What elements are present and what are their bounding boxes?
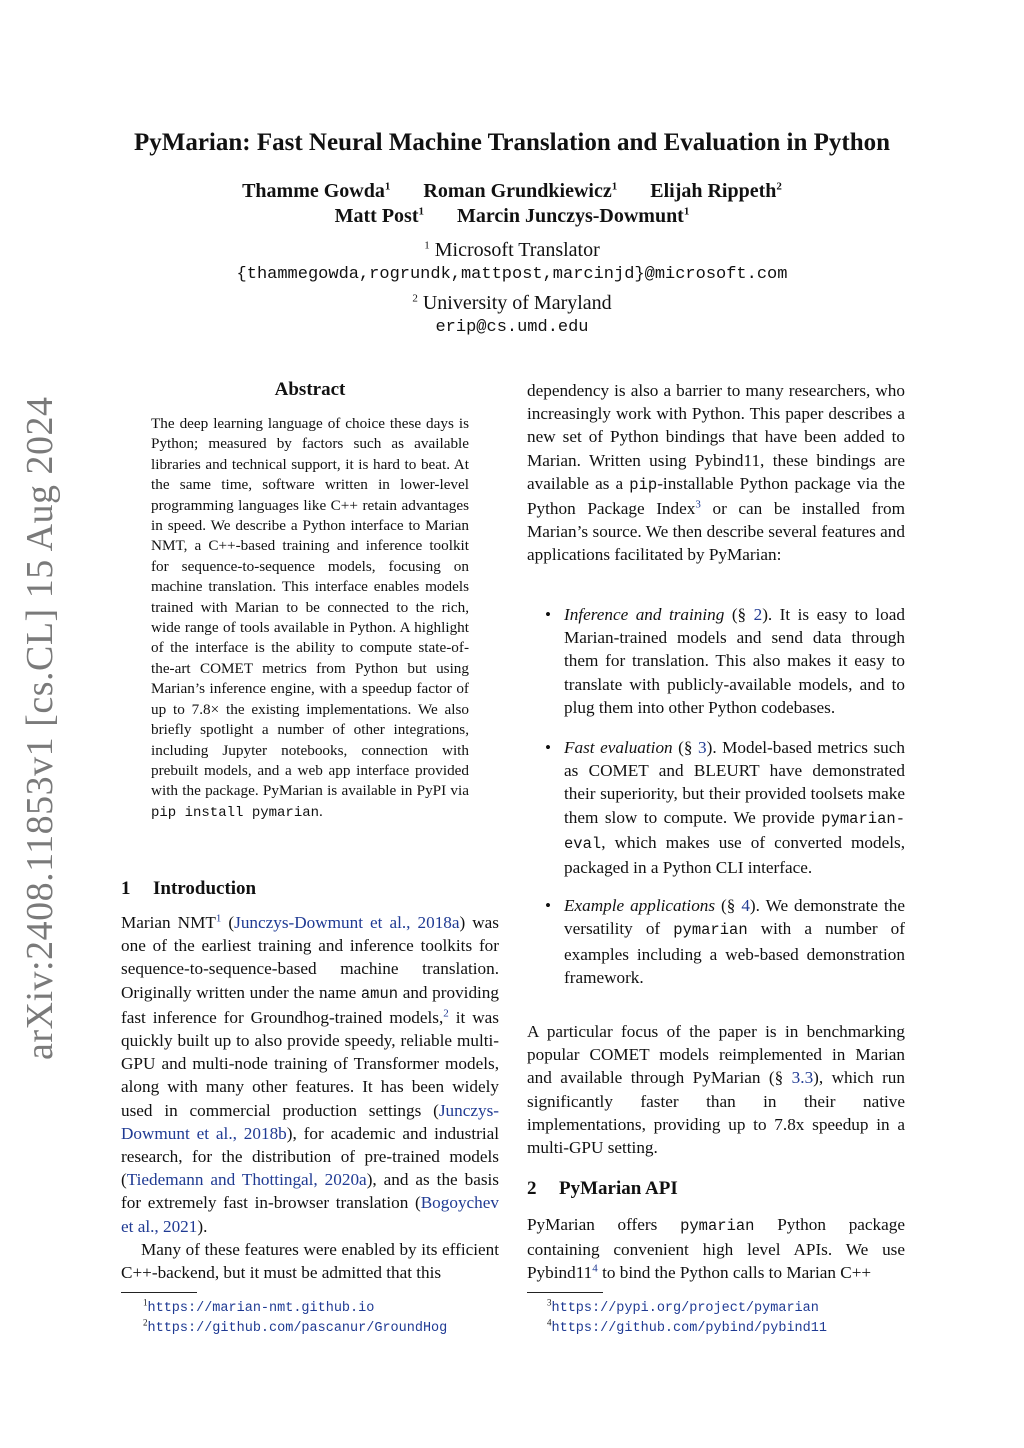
arxiv-identifier-stamp: arXiv:2408.11853v1 [cs.CL] 15 Aug 2024: [19, 396, 61, 1060]
footnote-ref-1[interactable]: 1: [215, 912, 222, 925]
right-column-paragraph-1: dependency is also a barrier to many researchers, who increasingly work with Python. This paper describes a new set of Python bindings that have been added to Marian. Written using Pybind11, these bindings are available as a pip-installable Python package via the Python Package Index$^3$ or can be installed from Marian’s source. We then describe several features and applications facilitated by PyMarian:: [527, 381, 905, 565]
footnote-url[interactable]: https://github.com/pybind/pybind11: [551, 1321, 827, 1336]
citation-link[interactable]: Tiedemann and Thottingal, 2020a: [126, 1170, 367, 1190]
right-column-paragraph-2: A particular focus of the paper is in benchmarking popular COMET models reimplemented in Marian and available through PyMarian (§ 3.3), which run significantly faster than in their native implementations, providing up to 7.8x speedup in a multi-GPU setting.: [527, 1022, 905, 1158]
introduction-body: [121, 911, 499, 1284]
section-ref-link[interactable]: 2: [753, 605, 763, 624]
install-command: pip install pymarian: [151, 804, 320, 821]
affiliation-1-email: {thammegowda,rogrundk,mattpost,marcinjd}@microsoft.com: [236, 265, 788, 284]
footnote-rule-left: [121, 1292, 197, 1293]
affiliation-2-email: erip@cs.umd.edu: [435, 318, 589, 337]
author: Elijah Rippeth$^2$: [650, 180, 782, 202]
intro-paragraph-1: Marian NMT$^1$ (Junczys-Dowmunt et al., 2018a) was one of the earliest training and inference toolkits for sequence-to-sequence-based machine translation. Originally written under the name amun and providing fast inference for Groundhog-trained models,$^2$ it was quickly built up to also provide speedy, reliable multi-GPU and multi-node training of Transformer models, along with many other features. It has been widely used in commercial production settings (Junczys-Dowmunt et al., 2018b), for academic and industrial research, for the distribution of pre-trained models (Tiedemann and Thottingal, 2020a), and as the basis for extremely fast in-browser translation (Bogoychev et al., 2021).: [121, 912, 499, 1236]
section-ref-link[interactable]: 3: [698, 738, 707, 758]
intro-paragraph-2: Many of these features were enabled by its efficient C++-backend, but it must be admitted that this: [121, 1239, 499, 1283]
citation-link[interactable]: Bogoychev et al., 2021: [121, 1193, 499, 1236]
citation-link[interactable]: Junczys-Dowmunt et al., 2018b: [121, 1100, 499, 1143]
footnote: $^2$https://github.com/pascanur/GroundHog: [143, 1317, 448, 1336]
list-item: • Fast evaluation (§ 3). Model-based metrics such as COMET and BLEURT have demonstrated their superiority, but their provided toolsets make them slow to compute. We provide pymarian-eval, which makes use of converted models, packaged in a Python CLI interface.: [545, 738, 905, 878]
section-ref-link[interactable]: 3.3: [791, 1068, 814, 1088]
section-heading-introduction: 1 Introduction: [121, 878, 257, 899]
footnote-ref-3[interactable]: 3: [695, 498, 701, 511]
abstract-heading: Abstract: [274, 379, 346, 400]
footnote-url[interactable]: https://marian-nmt.github.io: [147, 1301, 375, 1316]
section-ref-link[interactable]: 4: [741, 896, 750, 916]
affiliation-2: $^2$ University of Maryland: [412, 292, 612, 314]
citation-link[interactable]: Junczys-Dowmunt et al., 2018a: [234, 913, 460, 932]
footnote-ref-4[interactable]: 4: [592, 1262, 598, 1275]
footnote-rule-right: [527, 1292, 603, 1293]
footnotes-right: [547, 1298, 827, 1338]
list-item: • Inference and training (§ 2). It is easy to load Marian-trained models and send data through them for translation. This also makes it easy to translate with publicly-available models, and to plug them into other Python codebases.: [545, 605, 905, 717]
pymarian-api-paragraph: PyMarian offers pymarian Python package containing convenient high level APIs. We use $Pybind11^4$ to bind the Python calls to Marian C++: [527, 1215, 905, 1283]
author-line-2: [80, 205, 944, 228]
feature-list: [545, 603, 905, 1004]
footnote-url[interactable]: https://pypi.org/project/pymarian: [551, 1301, 819, 1316]
footnotes-left: [143, 1298, 447, 1338]
author: Roman Grundkiewicz$^1$: [423, 180, 618, 202]
abstract-text: The deep learning language of choice these days is Python; measured by factors such as available libraries and technical support, it is hard to beat. At the same time, software written in lower-level programming languages like C++ retain advantages in speed. We describe a Python interface to Marian NMT, a C++-based training and inference toolkit for sequence-to-sequence models, focusing on machine translation. This interface enables models trained with Marian to be connected to the rich, wide range of tools available in Python. A highlight of the interface is the ability to compute state-of-the-art COMET metrics from Python but using Marian’s inference engine, with a speedup factor of up to 7.8× the existing implementations. We also briefly spotlight a number of other integrations, including Jupyter notebooks, connection with prebuilt models, and a web app interface provided with the package. PyMarian is available in PyPI via pip install pymarian.: [151, 415, 469, 821]
footnote-ref-2[interactable]: 2: [443, 1007, 449, 1020]
footnote: $^3$https://pypi.org/project/pymarian: [547, 1297, 819, 1316]
affiliation-1: $^1$ Microsoft Translator: [424, 239, 600, 261]
paper-title: PyMarian: Fast Neural Machine Translation and Evaluation in Python: [133, 129, 891, 156]
author-line-1: [80, 180, 944, 203]
section-heading-pymarian-api: 2 PyMarian API: [527, 1178, 678, 1199]
author: Marcin Junczys-Dowmunt$^1$: [457, 205, 690, 227]
footnote-url[interactable]: https://github.com/pascanur/GroundHog: [147, 1321, 448, 1336]
footnote: $^4$https://github.com/pybind/pybind11: [547, 1317, 827, 1336]
list-item: • Example applications (§ 4). We demonstrate the versatility of pymarian with a number of examples including a web-based demonstration framework.: [545, 896, 905, 987]
author: Thamme Gowda$^1$: [242, 180, 391, 202]
footnote: $^1$https://marian-nmt.github.io: [143, 1297, 375, 1316]
author: Matt Post$^1$: [334, 205, 424, 227]
